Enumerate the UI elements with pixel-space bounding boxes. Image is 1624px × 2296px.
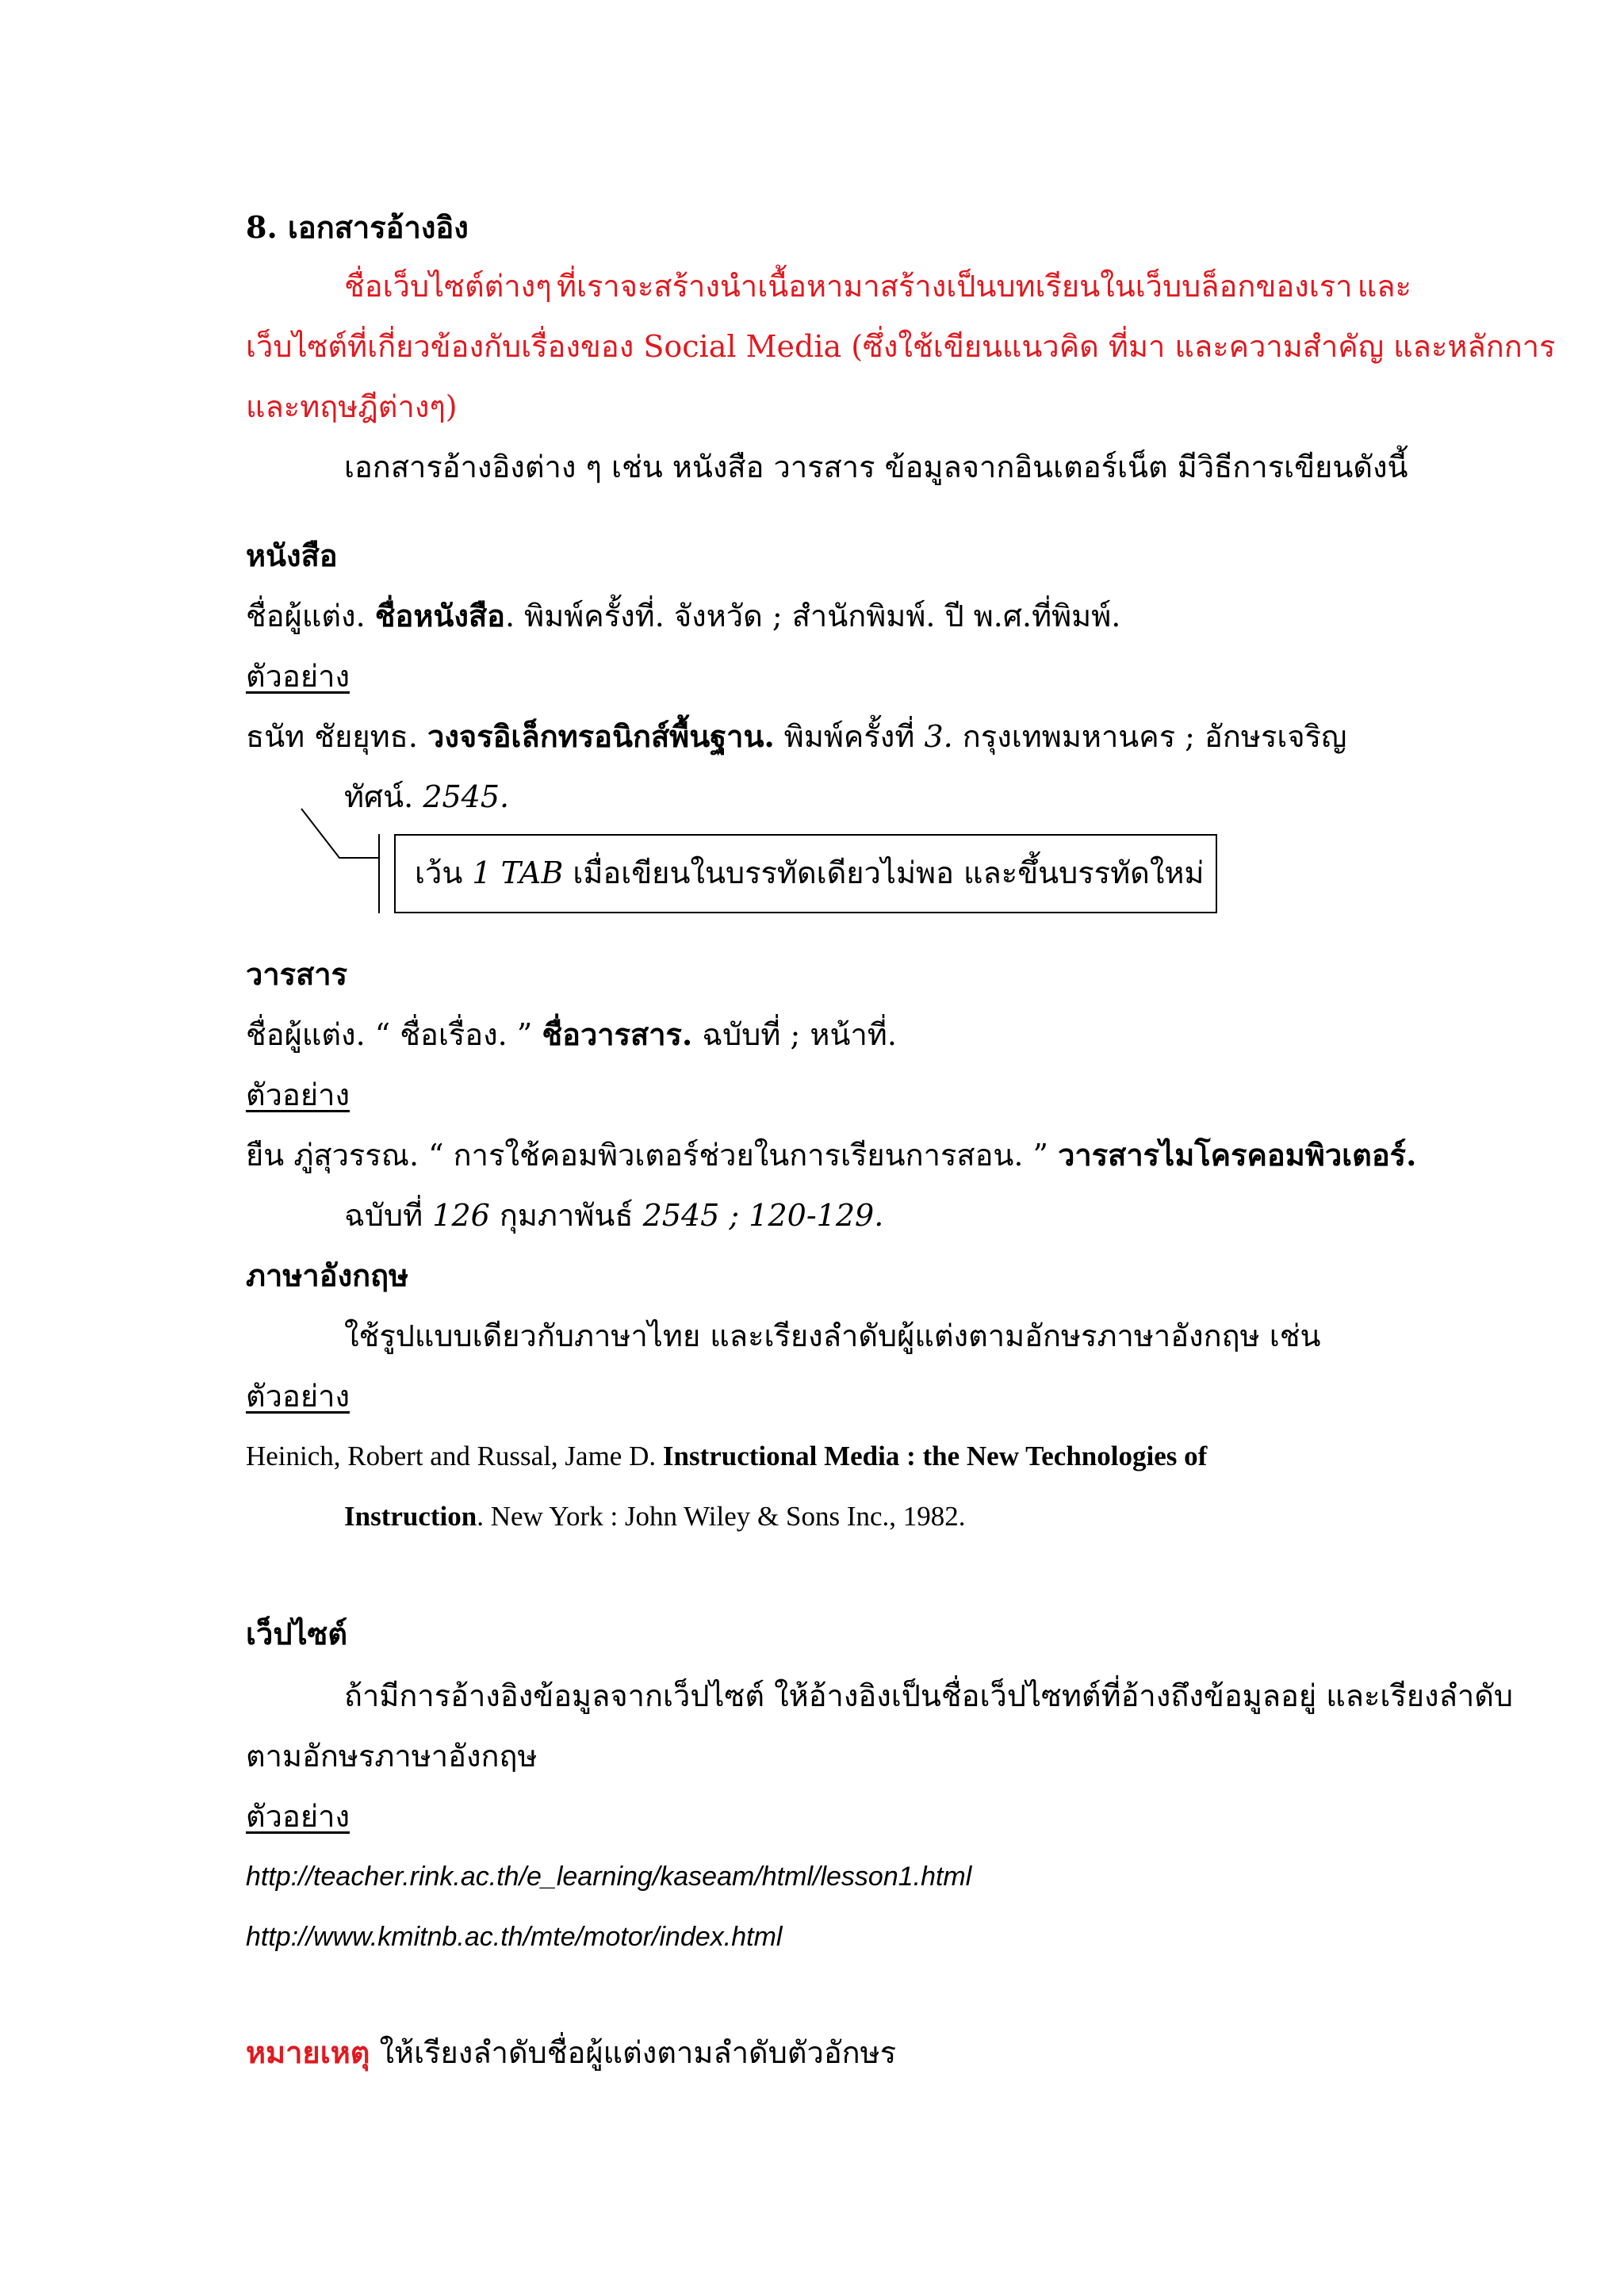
book-example-edition: พิมพ์ครั้งที่: [774, 719, 925, 754]
book-example-edition-number: 3.: [924, 719, 953, 754]
english-description: ใช้รูปแบบเดียวกับภาษาไทย และเรียงลำดับผู้แต่งตามอักษรภาษาอังกฤษ เช่น: [344, 1318, 1321, 1353]
book-example-publisher: กรุงเทพมหานคร ; อักษรเจริญ: [952, 719, 1347, 754]
book-format-title: ชื่อหนังสือ: [374, 598, 505, 633]
english-example-authors: Heinich, Robert and Russal, Jame D.: [246, 1441, 663, 1471]
note-text: ให้เรียงลำดับชื่อผู้แต่งตามลำดับตัวอักษร: [370, 2035, 897, 2070]
tab-note-prefix: เว้น: [415, 855, 473, 890]
journal-example-issue-label: ฉบับที่: [344, 1198, 433, 1233]
book-example-title: วงจรอิเล็กทรอนิกส์พื้นฐาน.: [427, 718, 775, 754]
journal-format-rest: ฉบับที่ ; หน้าที่.: [692, 1017, 897, 1052]
english-example-label: ตัวอย่าง: [246, 1379, 350, 1414]
red-intro-line-1: [344, 266, 1411, 306]
english-heading: ภาษาอังกฤษ: [246, 1257, 409, 1293]
english-example-line-2: [344, 1497, 966, 1536]
book-example-year: 2545.: [423, 779, 510, 814]
journal-example-line-1: [246, 1135, 1416, 1175]
tab-note-tab: 1 TAB: [472, 855, 564, 890]
book-example-publisher-cont: ทัศน์.: [344, 779, 423, 814]
journal-heading: วารสาร: [246, 956, 348, 992]
journal-example-author: ยืน ภู่สุวรรณ. “ การใช้คอมพิวเตอร์ช่วยในการเรียนการสอน. ”: [246, 1138, 1059, 1173]
book-format: [246, 596, 1120, 636]
english-example-line-1: [246, 1437, 1207, 1476]
website-heading: เว็ปไซต์: [246, 1616, 348, 1651]
website-example-label: ตัวอย่าง: [246, 1799, 350, 1834]
website-description-line-1: ถ้ามีการอ้างอิงข้อมูลจากเว็ปไซต์ ให้อ้างอิงเป็นชื่อเว็ปไซทต์ที่อ้างถึงข้อมูลอยู่ และเรียงลำดับ: [344, 1678, 1514, 1713]
journal-format: [246, 1015, 897, 1054]
english-example-publisher: . New York : John Wiley & Sons Inc., 1982.: [477, 1501, 966, 1532]
website-description-line-2: ตามอักษรภาษาอังกฤษ: [246, 1739, 538, 1774]
journal-format-author: ชื่อผู้แต่ง. “ ชื่อเรื่อง. ”: [246, 1017, 542, 1052]
red-intro-part-b: ที่เราจะสร้างนำเนื้อหามาสร้างเป็นบทเรียนในเว็บบล็อกของเรา: [556, 269, 1353, 304]
journal-example-year-pages: 2545 ; 120-129.: [642, 1198, 884, 1233]
book-heading: หนังสือ: [246, 538, 338, 573]
tab-note-connector: [293, 801, 389, 920]
tab-note-suffix: เมื่อเขียนในบรรทัดเดียวไม่พอ และขึ้นบรรทัดใหม่: [563, 855, 1205, 890]
website-example-url-2: http://www.kmitnb.ac.th/mte/motor/index.html: [246, 1922, 783, 1952]
journal-example-label: ตัวอย่าง: [246, 1077, 350, 1112]
book-example-label: ตัวอย่าง: [246, 659, 350, 694]
red-intro-part-a: ชื่อเว็บไซต์ต่างๆ: [344, 269, 552, 304]
book-example-author: ธนัท ชัยยุทธ.: [246, 719, 428, 754]
journal-example-name: วารสารไมโครคอมพิวเตอร์.: [1058, 1137, 1417, 1173]
english-example-title: Instructional Media : the New Technologies of: [662, 1441, 1208, 1471]
red-intro-line-2: เว็บไซต์ที่เกี่ยวข้องกับเรื่องของ Social Media (ซึ่งใช้เขียนแนวคิด ที่มา และความสำคัญ และหลักการ: [246, 329, 1556, 364]
note-label: หมายเหตุ: [246, 2034, 370, 2070]
website-example-url-1: http://teacher.rink.ac.th/e_learning/kaseam/html/lesson1.html: [246, 1862, 972, 1892]
tab-note-box: [394, 834, 1217, 913]
english-example-title-cont: Instruction: [344, 1501, 477, 1532]
intro-paragraph: เอกสารอ้างอิงต่าง ๆ เช่น หนังสือ วารสาร ข้อมูลจากอินเตอร์เน็ต มีวิธีการเขียนดังนี้: [344, 450, 1408, 484]
journal-example-line-2: [344, 1196, 883, 1235]
journal-example-issue: 126: [432, 1198, 490, 1233]
note-line: [246, 2033, 896, 2072]
book-format-author: ชื่อผู้แต่ง.: [246, 599, 375, 633]
red-intro-part-c: และ: [1357, 269, 1411, 304]
journal-example-month: กุมภาพันธ์: [489, 1198, 643, 1233]
red-intro-line-3: และทฤษฎีต่างๆ): [246, 389, 458, 424]
book-example-line-1: [246, 717, 1346, 756]
journal-format-name: ชื่อวารสาร.: [542, 1016, 693, 1052]
tab-note-text: [415, 853, 1204, 893]
book-format-rest: . พิมพ์ครั้งที่. จังหวัด ; สำนักพิมพ์. ปี พ.ศ.ที่พิมพ์.: [504, 599, 1121, 633]
section-title: 8. เอกสารอ้างอิง: [246, 209, 469, 245]
